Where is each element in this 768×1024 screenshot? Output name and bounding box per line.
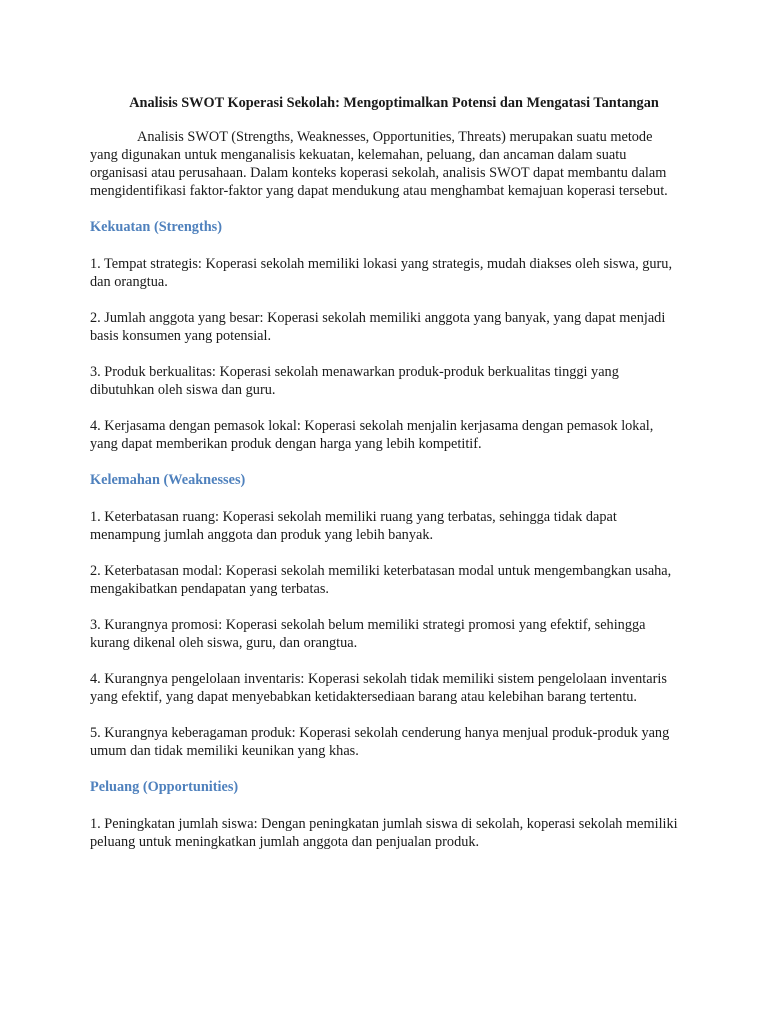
strength-item-1: 1. Tempat strategis: Koperasi sekolah memiliki lokasi yang strategis, mudah diakses oleh siswa, guru, dan orangtua.	[90, 256, 673, 290]
strength-item-4: 4. Kerjasama dengan pemasok lokal: Koperasi sekolah menjalin kerjasama dengan pemasok lokal, yang dapat memberikan produk dengan harga yang lebih kompetitif.	[90, 418, 654, 452]
document-content	[90, 94, 682, 851]
opportunity-item-1: 1. Peningkatan jumlah siswa: Dengan peningkatan jumlah siswa di sekolah, koperasi sekolah memiliki peluang untuk meningkatkan jumlah anggota dan penjualan produk.	[90, 816, 678, 850]
strength-item-3: 3. Produk berkualitas: Koperasi sekolah menawarkan produk-produk berkualitas tinggi yang dibutuhkan oleh siswa dan guru.	[90, 364, 619, 398]
section-heading-strengths: Kekuatan (Strengths)	[90, 219, 222, 235]
weakness-item-2: 2. Keterbatasan modal: Koperasi sekolah memiliki keterbatasan modal untuk mengembangkan usaha, mengakibatkan pendapatan yang terbatas.	[90, 563, 672, 597]
strength-item-2: 2. Jumlah anggota yang besar: Koperasi sekolah memiliki anggota yang banyak, yang dapat menjadi basis konsumen yang potensial.	[90, 310, 666, 344]
intro-paragraph: Analisis SWOT (Strengths, Weaknesses, Opportunities, Threats) merupakan suatu metode yang digunakan untuk menganalisis kekuatan, kelemahan, peluang, dan ancaman dalam suatu organisasi atau perusahaan. Dalam konteks koperasi sekolah, analisis SWOT dapat membantu dalam mengidentifikasi faktor-faktor yang dapat mendukung atau menghambat kemajuan koperasi tersebut.	[90, 129, 668, 199]
section-heading-weaknesses: Kelemahan (Weaknesses)	[90, 472, 246, 488]
weakness-item-4: 4. Kurangnya pengelolaan inventaris: Koperasi sekolah tidak memiliki sistem pengelolaan inventaris yang efektif, yang dapat menyebabkan ketidaktersediaan barang atau kelebihan barang tertentu.	[90, 671, 667, 705]
document-title: Analisis SWOT Koperasi Sekolah: Mengoptimalkan Potensi dan Mengatasi Tantangan	[129, 95, 659, 111]
weakness-item-3: 3. Kurangnya promosi: Koperasi sekolah belum memiliki strategi promosi yang efektif, sehingga kurang dikenal oleh siswa, guru, dan orangtua.	[90, 617, 646, 651]
section-heading-opportunities: Peluang (Opportunities)	[90, 779, 239, 795]
weakness-item-5: 5. Kurangnya keberagaman produk: Koperasi sekolah cenderung hanya menjual produk-produk yang umum dan tidak memiliki keunikan yang khas.	[90, 725, 670, 759]
weakness-item-1: 1. Keterbatasan ruang: Koperasi sekolah memiliki ruang yang terbatas, sehingga tidak dapat menampung jumlah anggota dan produk yang lebih banyak.	[90, 509, 617, 543]
